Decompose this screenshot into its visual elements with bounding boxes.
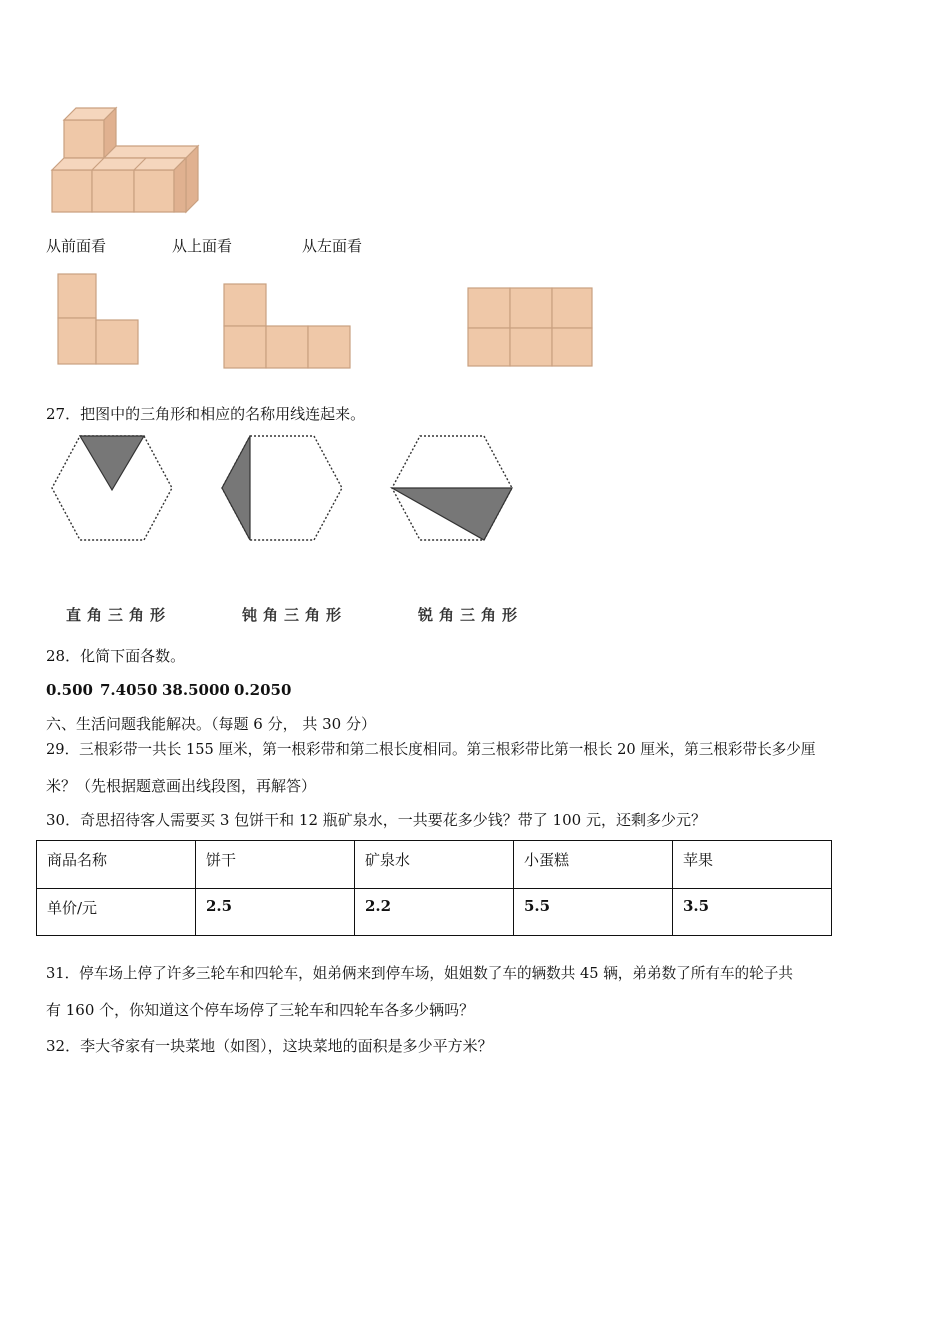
table-cell: 单价/元: [37, 888, 196, 936]
table-cell: 2.5: [196, 888, 355, 936]
table-cell: 商品名称: [37, 841, 196, 889]
table-row: [37, 841, 832, 889]
table-cell: 苹果: [673, 841, 832, 889]
view-label-top: 从上面看: [172, 237, 233, 255]
q32-text: 32．李大爷家有一块菜地（如图），这块菜地的面积是多少平方米？: [46, 1037, 493, 1055]
table-cell: 饼干: [196, 841, 355, 889]
hexagon-figure-2: [220, 432, 344, 542]
triangle-label-obtuse: 钝角三角形: [242, 606, 348, 624]
q28-number-2: 7.4050: [100, 681, 158, 699]
q30-text: 30．奇思招待客人需要买 3 包饼干和 12 瓶矿泉水，一共要花多少钱？带了 100 元，还剩多少元？: [46, 811, 706, 829]
section-6-heading: 六、生活问题我能解决。（每题 6 分， 共 30 分）: [46, 715, 376, 733]
hexagon-figure-3: [390, 432, 514, 542]
hexagon-figure-1: [50, 432, 174, 542]
view-figure-2: [222, 282, 354, 372]
q28-number-4: 0.2050: [234, 681, 292, 699]
q27-text: 27．把图中的三角形和相应的名称用线连起来。: [46, 405, 366, 423]
table-cell: 矿泉水: [355, 841, 514, 889]
view-label-front: 从前面看: [46, 237, 107, 255]
table-row: [37, 888, 832, 936]
table-cell: 小蛋糕: [514, 841, 673, 889]
price-table: [36, 840, 832, 936]
q29-line-1: 29．三根彩带一共长 155 厘米，第一根彩带和第二根长度相同。第三根彩带比第一根长 20 厘米，第三根彩带长多少厘: [46, 741, 816, 758]
view-figure-3: [466, 286, 596, 370]
triangle-label-acute: 锐角三角形: [418, 606, 524, 624]
q31-line-1: 31．停车场上停了许多三轮车和四轮车，姐弟俩来到停车场，姐姐数了车的辆数共 45 辆，弟弟数了所有车的轮子共: [46, 965, 793, 982]
q28-number-1: 0.500: [46, 681, 93, 699]
q29-line-2: 米？（先根据题意画出线段图，再解答）: [46, 777, 317, 795]
view-label-left: 从左面看: [302, 237, 363, 255]
table-cell: 5.5: [514, 888, 673, 936]
cube-stack-figure: [48, 100, 208, 220]
table-cell: 2.2: [355, 888, 514, 936]
triangle-label-right: 直角三角形: [66, 606, 172, 624]
view-figure-1: [56, 272, 146, 368]
table-cell: 3.5: [673, 888, 832, 936]
q31-line-2: 有 160 个，你知道这个停车场停了三轮车和四轮车各多少辆吗？: [46, 1001, 475, 1019]
q28-number-3: 38.5000: [162, 681, 230, 699]
q28-text: 28．化简下面各数。: [46, 647, 186, 665]
